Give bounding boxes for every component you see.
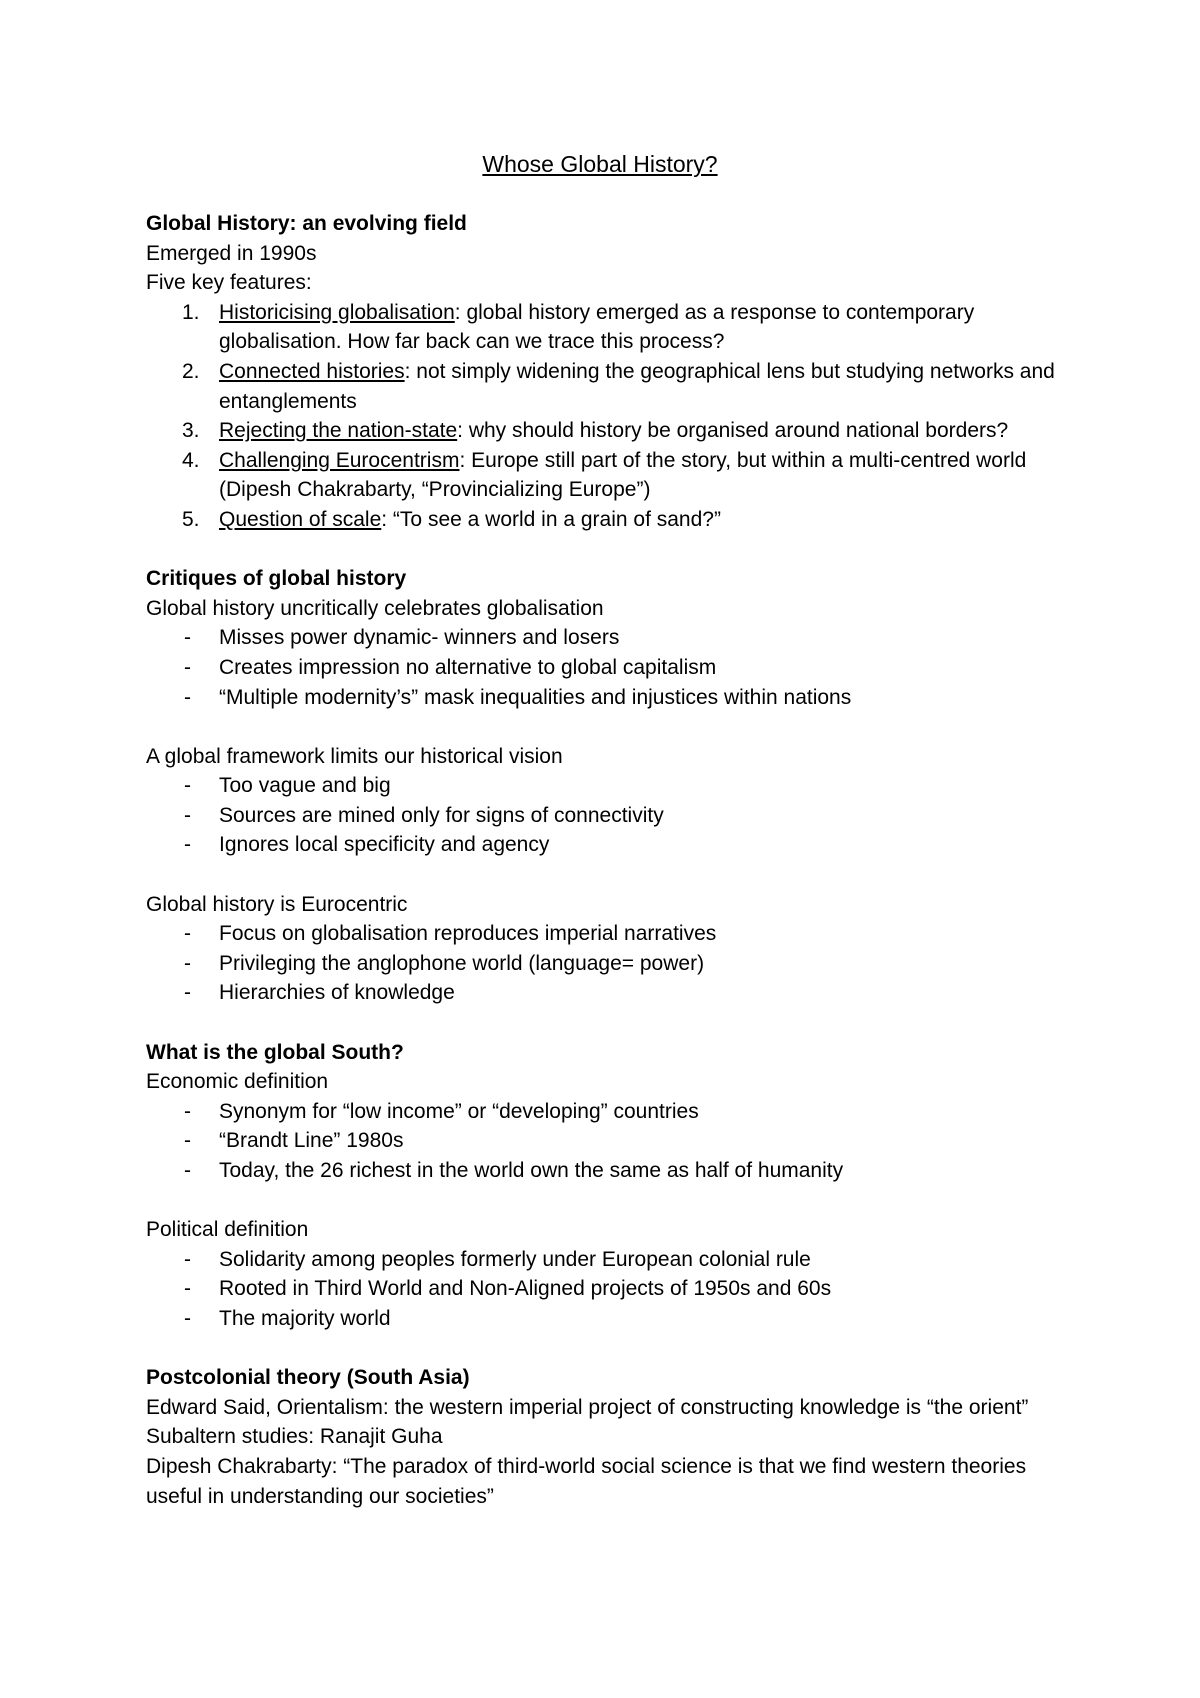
spacer: [146, 860, 1066, 890]
item-text: “Multiple modernity’s” mask inequalities and injustices within nations: [219, 685, 852, 709]
list-number: 2.: [182, 359, 200, 383]
spacer: [146, 1334, 1066, 1364]
item-text: Creates impression no alternative to global capitalism: [219, 655, 717, 679]
list-number: 4.: [182, 448, 200, 472]
bullet-list: [146, 771, 1066, 860]
group-label: A global framework limits our historical vision: [146, 744, 563, 768]
dash-marker: -: [184, 1099, 191, 1123]
dash-marker: -: [184, 626, 191, 650]
dash-marker: -: [184, 951, 191, 975]
feature-text: : not simply widening the geographical lens but studying networks and entanglements: [219, 359, 1055, 413]
spacer: [146, 712, 1066, 742]
section-heading-global-south: What is the global South?: [146, 1040, 404, 1064]
list-item: [146, 416, 1066, 446]
paragraph: Edward Said, Orientalism: the western imperial project of constructing knowledge is “the orient”: [146, 1395, 1029, 1419]
feature-text: : “To see a world in a grain of sand?”: [381, 507, 721, 531]
dash-marker: -: [184, 655, 191, 679]
dash-marker: -: [184, 1306, 191, 1330]
dash-marker: -: [184, 1129, 191, 1153]
feature-term: Rejecting the nation-state: [219, 419, 458, 443]
dash-marker: -: [184, 1247, 191, 1271]
list-number: 3.: [182, 419, 200, 443]
list-item: [146, 357, 1066, 416]
item-text: “Brandt Line” 1980s: [219, 1129, 404, 1153]
paragraph: Subaltern studies: Ranajit Guha: [146, 1425, 443, 1449]
list-item: [146, 683, 1066, 713]
dash-marker: -: [184, 833, 191, 857]
list-item: [146, 298, 1066, 357]
dash-marker: -: [184, 1277, 191, 1301]
text-line: Emerged in 1990s: [146, 241, 317, 265]
dash-marker: -: [184, 774, 191, 798]
feature-term: Historicising globalisation: [219, 300, 455, 324]
list-item: [146, 801, 1066, 831]
dash-marker: -: [184, 1159, 191, 1182]
spacer: [146, 1186, 1066, 1216]
list-number: 1.: [182, 300, 200, 324]
section-heading-postcolonial: Postcolonial theory (South Asia): [146, 1366, 470, 1390]
feature-term: Connected histories: [219, 359, 405, 383]
key-features-list: [146, 298, 1066, 535]
item-text: Synonym for “low income” or “developing” countries: [219, 1099, 699, 1123]
item-text: Rooted in Third World and Non-Aligned projects of 1950s and 60s: [219, 1277, 832, 1301]
item-text: The majority world: [219, 1306, 391, 1330]
dash-marker: -: [184, 981, 191, 1005]
feature-term: Challenging Eurocentrism: [219, 448, 460, 472]
item-text: Ignores local specificity and agency: [219, 833, 550, 857]
list-item: [146, 1156, 1066, 1186]
list-item: [146, 830, 1066, 860]
list-item: [146, 1274, 1066, 1304]
bullet-list: [146, 1097, 1066, 1186]
feature-term: Question of scale: [219, 507, 382, 531]
list-item: [146, 1245, 1066, 1275]
item-text: Sources are mined only for signs of connectivity: [219, 803, 664, 827]
list-item: [146, 949, 1066, 979]
list-item: [146, 1126, 1066, 1156]
document-body: [146, 209, 1066, 1511]
page-title: Whose Global History?: [482, 151, 718, 177]
list-item: [146, 623, 1066, 653]
item-text: Today, the 26 richest in the world own the same as half of humanity: [219, 1159, 844, 1182]
text-line: Five key features:: [146, 271, 312, 295]
item-text: Hierarchies of knowledge: [219, 981, 455, 1005]
list-item: [146, 771, 1066, 801]
dash-marker: -: [184, 803, 191, 827]
dash-marker: -: [184, 922, 191, 946]
group-label: Economic definition: [146, 1070, 329, 1094]
group-label: Political definition: [146, 1218, 309, 1242]
spacer: [146, 1008, 1066, 1038]
list-item: [146, 505, 1066, 535]
paragraph: Dipesh Chakrabarty: “The paradox of third-world social science is that we find western theories useful in understanding our societies”: [146, 1454, 1027, 1508]
feature-text: : global history emerged as a response to contemporary globalisation. How far back can we trace this process?: [219, 300, 975, 354]
group-label: Global history uncritically celebrates globalisation: [146, 596, 604, 620]
item-text: Focus on globalisation reproduces imperial narratives: [219, 922, 717, 946]
list-item: [146, 919, 1066, 949]
spacer: [146, 535, 1066, 565]
bullet-list: [146, 919, 1066, 1008]
bullet-list: [146, 623, 1066, 712]
section-heading-global-history: Global History: an evolving field: [146, 212, 467, 235]
item-text: Misses power dynamic- winners and losers: [219, 626, 620, 650]
item-text: Too vague and big: [219, 774, 391, 798]
list-item: [146, 978, 1066, 1008]
feature-text: : Europe still part of the story, but within a multi-centred world (Dipesh Chakrabarty, “Provincializing Europe”): [219, 448, 1027, 502]
item-text: Privileging the anglophone world (language= power): [219, 951, 705, 975]
bullet-list: [146, 1245, 1066, 1334]
dash-marker: -: [184, 685, 191, 709]
item-text: Solidarity among peoples formerly under European colonial rule: [219, 1247, 811, 1271]
feature-text: : why should history be organised around national borders?: [457, 419, 1009, 443]
list-item: [146, 653, 1066, 683]
list-item: [146, 1097, 1066, 1127]
list-item: [146, 446, 1066, 505]
group-label: Global history is Eurocentric: [146, 892, 408, 916]
section-heading-critiques: Critiques of global history: [146, 567, 407, 591]
list-number: 5.: [182, 507, 200, 531]
list-item: [146, 1304, 1066, 1334]
